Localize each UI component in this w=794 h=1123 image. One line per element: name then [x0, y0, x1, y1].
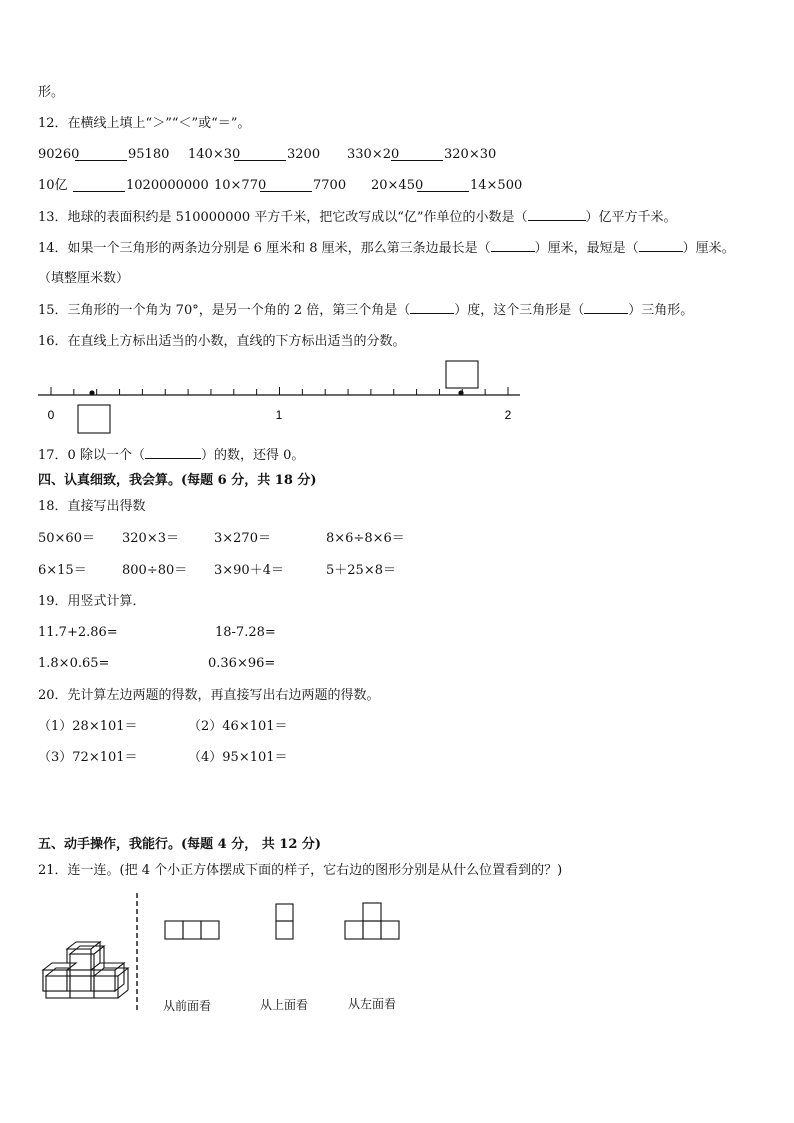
q12-r1-b: 95180 — [128, 147, 170, 162]
number-line-figure — [30, 355, 530, 440]
q20-r1-c2: （2）46×101＝ — [188, 719, 288, 734]
question-15 — [38, 301, 693, 320]
q15-text-c: ）三角形。 — [628, 303, 694, 318]
q12-r2-e: 20×450 — [371, 178, 424, 193]
q12-r2-blank-2[interactable] — [260, 179, 312, 192]
q15-degree-blank[interactable] — [410, 301, 454, 314]
text-line-continuation: 形。 — [38, 85, 65, 100]
q12-r1-a: 90260 — [38, 147, 80, 162]
q14-shortest-blank[interactable] — [639, 239, 683, 252]
view-label-top: 从上面看 — [260, 998, 309, 1012]
question-21-title: 21．连一连。(把 4 个小正方体摆成下面的样子，它右边的图形分别是从什么位置看到的？) — [38, 863, 563, 878]
question-19-title: 19．用竖式计算． — [38, 594, 146, 609]
q17-answer-blank[interactable] — [145, 446, 201, 459]
stacked-cubes-drawing — [43, 942, 124, 991]
q18-r2-c1: 6×15＝ — [38, 563, 87, 578]
question-13 — [38, 208, 677, 227]
number-line-point-right — [458, 390, 463, 395]
q18-r1-c4: 8×6÷8×6＝ — [326, 531, 405, 546]
q12-r2-f: 14×500 — [470, 178, 523, 193]
q18-r2-c3: 3×90＋4＝ — [214, 563, 284, 578]
q18-r1-c2: 320×3＝ — [122, 531, 179, 546]
q12-r1-blank-1[interactable] — [75, 148, 127, 161]
q12-r1-blank-3[interactable] — [391, 148, 443, 161]
question-12-title: 12．在横线上填上“＞”“＜”或“＝”。 — [38, 116, 251, 131]
question-14 — [38, 239, 735, 258]
q12-r2-blank-3[interactable] — [417, 179, 469, 192]
q12-r1-c: 140×30 — [188, 147, 241, 162]
number-line-ticks — [51, 387, 508, 395]
q12-r1-f: 320×30 — [444, 147, 497, 162]
q17-text-a: 17．0 除以一个（ — [38, 448, 145, 463]
q20-r2-c2: （4）95×101＝ — [188, 750, 288, 765]
view-shape-top — [276, 904, 293, 939]
q15-text-a: 15．三角形的一个角为 70°，是另一个角的 2 倍，第三个角是（ — [38, 303, 411, 318]
q18-r2-c2: 800÷80＝ — [122, 563, 188, 578]
q12-r2-a: 10亿 — [38, 178, 68, 193]
q12-r1-blank-2[interactable] — [234, 148, 286, 161]
q13-answer-blank[interactable] — [528, 208, 586, 221]
q14-text-c: ）厘米。 — [682, 241, 735, 256]
q13-text-b: ）亿平方千米。 — [585, 210, 677, 225]
q12-r2-d: 7700 — [313, 178, 347, 193]
q20-r1-c1: （1）28×101＝ — [38, 719, 138, 734]
section-5-heading: 五、动手操作，我能行。(每题 4 分， 共 12 分) — [38, 837, 322, 852]
view-label-front: 从前面看 — [163, 999, 212, 1013]
tick-label-1: 1 — [275, 408, 283, 422]
q20-r2-c1: （3）72×101＝ — [38, 750, 138, 765]
q19-r1-c1: 11.7+2.86= — [38, 625, 118, 640]
q13-text-a: 13．地球的表面积约是 510000000 平方千米，把它改写成以“亿”作单位的小数是（ — [38, 210, 528, 225]
q18-r1-c3: 3×270＝ — [214, 531, 271, 546]
view-shape-left — [345, 903, 399, 939]
question-18-title: 18．直接写出得数 — [38, 499, 146, 514]
q14-text-a: 14．如果一个三角形的两条边分别是 6 厘米和 8 厘米，那么第三条边最长是（ — [38, 241, 491, 256]
q14-longest-blank[interactable] — [491, 239, 535, 252]
q12-r2-c: 10×770 — [214, 178, 267, 193]
view-label-left: 从左面看 — [348, 997, 397, 1011]
q19-r1-c2: 18-7.28= — [215, 625, 276, 640]
view-shape-front — [165, 921, 219, 939]
q12-r2-blank-1[interactable] — [73, 179, 125, 192]
q19-r2-c1: 1.8×0.65= — [38, 656, 110, 671]
answer-box-top[interactable] — [446, 361, 478, 388]
answer-box-bottom[interactable] — [78, 405, 110, 433]
question-20-title: 20．先计算左边两题的得数，再直接写出右边两题的得数。 — [38, 688, 380, 703]
q15-type-blank[interactable] — [584, 301, 628, 314]
q15-text-b: ）度，这个三角形是（ — [454, 303, 585, 318]
number-line-point-left — [89, 390, 94, 395]
q14-note: （填整厘米数） — [38, 271, 130, 286]
question-16-title: 16．在直线上方标出适当的小数，直线的下方标出适当的分数。 — [38, 334, 406, 349]
q14-text-b: ）厘米，最短是（ — [534, 241, 639, 256]
section-4-heading: 四、认真细致，我会算。(每题 6 分，共 18 分) — [38, 473, 317, 488]
q12-r1-d: 3200 — [287, 147, 321, 162]
q18-r1-c1: 50×60＝ — [38, 531, 95, 546]
q17-text-b: ）的数，还得 0。 — [200, 448, 305, 463]
tick-label-0: 0 — [47, 408, 55, 422]
q19-r2-c2: 0.36×96= — [208, 656, 276, 671]
q12-r1-e: 330×20 — [347, 147, 400, 162]
q12-r2-b: 1020000000 — [126, 178, 209, 193]
tick-label-2: 2 — [504, 408, 512, 422]
question-17 — [38, 446, 304, 465]
q18-r2-c4: 5＋25×8＝ — [326, 563, 396, 578]
